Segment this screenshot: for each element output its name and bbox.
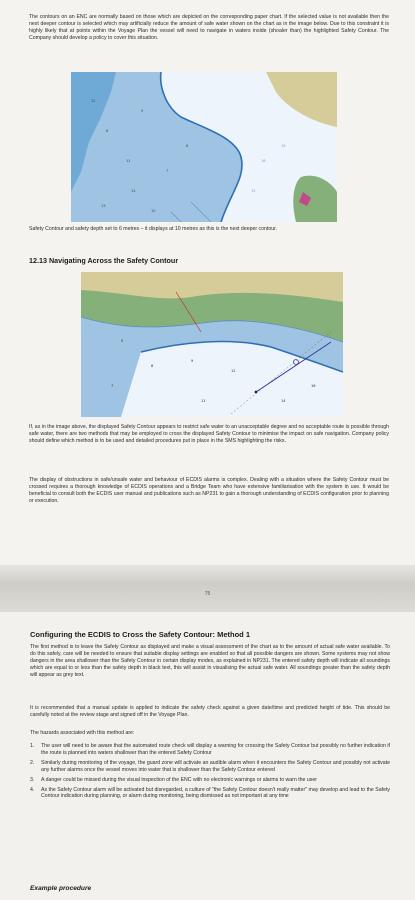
svg-text:5: 5 <box>121 339 124 343</box>
intro-paragraph: The contours on an ENC are normally based on those which are depicted on the corresponding paper chart. If the selected value is not available then the next deeper contour is selected which may artificially reduce the amount of safe water shown on the chart as in the image below. Due to this constraint it is highly likely that at points within the Voyage Plan the vessel will need to navigate in waters inside (shoaler than) the highlighted Safety Contour. The Company should develop a policy to cover this situation. <box>29 14 389 41</box>
hazard-item: 1. The user will need to be aware that the automated route check will display a warning for crossing the Safety Contour but possibly no further indication if the route is planned into waters shallower than the entered Safety Contour <box>30 743 390 756</box>
svg-text:13: 13 <box>101 204 106 208</box>
svg-text:8: 8 <box>151 364 154 368</box>
page-number: 75 <box>204 591 211 597</box>
figure-enc-route-crossing <box>81 272 343 417</box>
svg-text:11: 11 <box>126 159 131 163</box>
enc-chart-image-2 <box>81 272 343 417</box>
paragraph-2: If, as in the image above, the displayed Safety Contour appears to restrict safe water to an unacceptable degree and no acceptable route is possible through safe water, there are two methods that may be employed to cross the displayed Safety Contour to minimise the impact on safe navigation. Company policy should define which method is to be used and detailed procedures put in place in the SMS highlighting the risks. <box>29 424 389 444</box>
method-paragraph-2: It is recommended that a manual update is applied to indicate the safety check against a given date/time and predicted height of tide. This should be carefully noted at the review stage and signed off in the Voyage Plan. <box>30 705 390 718</box>
figure-enc-safety-contour <box>71 72 337 222</box>
svg-text:18: 18 <box>281 144 286 148</box>
hazards-intro: The hazards associated with this method are: <box>30 730 135 736</box>
paragraph-3: The display of obstructions in safe/unsafe water and behaviour of ECDIS alarms is complex. Dealing with a situation where the Safety Contour must be crossed requires a thorough knowledge of ECDIS operations and a Bridge Team who have extensive familiarisation with the system in use. It would be beneficial to consult both the ECDIS user manual and publications such as NP231 to gain a thorough understanding of ECDIS configuration prior to planning or execution. <box>29 477 389 504</box>
svg-text:7: 7 <box>111 384 114 388</box>
svg-text:16: 16 <box>261 159 266 163</box>
section-heading: 12.13 Navigating Across the Safety Contour <box>29 256 179 265</box>
method-heading: Configuring the ECDIS to Cross the Safety Contour: Method 1 <box>30 630 250 639</box>
figure1-caption: Safety Contour and safety depth set to 6 metres – it displays at 10 metres as this is the next deeper contour. <box>29 226 277 232</box>
example-procedure-heading: Example procedure <box>30 885 92 892</box>
svg-text:12: 12 <box>91 99 96 103</box>
svg-text:14: 14 <box>281 399 286 403</box>
hazard-item: 4. As the Safety Contour alarm will be activated but disregarded, a culture of "the Safety Contour doesn't really matter" may develop and lead to the Safety Contour indication during planning, or alarm during monitoring, being dismissed as not important at any time <box>30 786 390 800</box>
svg-text:14: 14 <box>131 189 136 193</box>
svg-text:10: 10 <box>151 209 156 213</box>
hazard-item: 2. Similarly during monitoring of the voyage, the guard zone will activate an audible alarm when it encounters the Safety Contour and possibly not activate any further alarms once the vessel moves into water that is shallower than the Safety Contour entered <box>30 759 390 773</box>
svg-text:11: 11 <box>201 399 206 403</box>
svg-text:12: 12 <box>231 369 236 373</box>
svg-text:9: 9 <box>191 359 194 363</box>
svg-text:7: 7 <box>166 169 169 173</box>
svg-text:6: 6 <box>186 144 189 148</box>
hazard-item: 3. A danger could be missed during the visual inspection of the ENC with no electronic warnings or alarms to warn the user <box>30 776 317 783</box>
method-paragraph-1: The first method is to leave the Safety Contour as displayed and make a visual assessment of the chart as to the amount of actual safe water available. To do this safely, care will be needed to ensure that suitable display settings are enabled so that all possible dangers are shown. Some systems may not show dangers in the area shallower than the Safety Contour in certain display modes, as explained in NP231. The entered safety depth will indicate all soundings which are equal to or less than the safety depth in black text, this will assist in visualising the actual safe water. All soundings greater than the safety depth will appear as grey text. <box>30 644 390 678</box>
page-bottom <box>0 612 415 900</box>
hazards-list <box>30 743 390 803</box>
enc-chart-image-1 <box>71 72 337 222</box>
svg-text:9: 9 <box>141 109 144 113</box>
svg-text:8: 8 <box>106 129 109 133</box>
page-gutter <box>0 565 415 612</box>
svg-text:15: 15 <box>251 189 256 193</box>
svg-text:16: 16 <box>311 384 316 388</box>
